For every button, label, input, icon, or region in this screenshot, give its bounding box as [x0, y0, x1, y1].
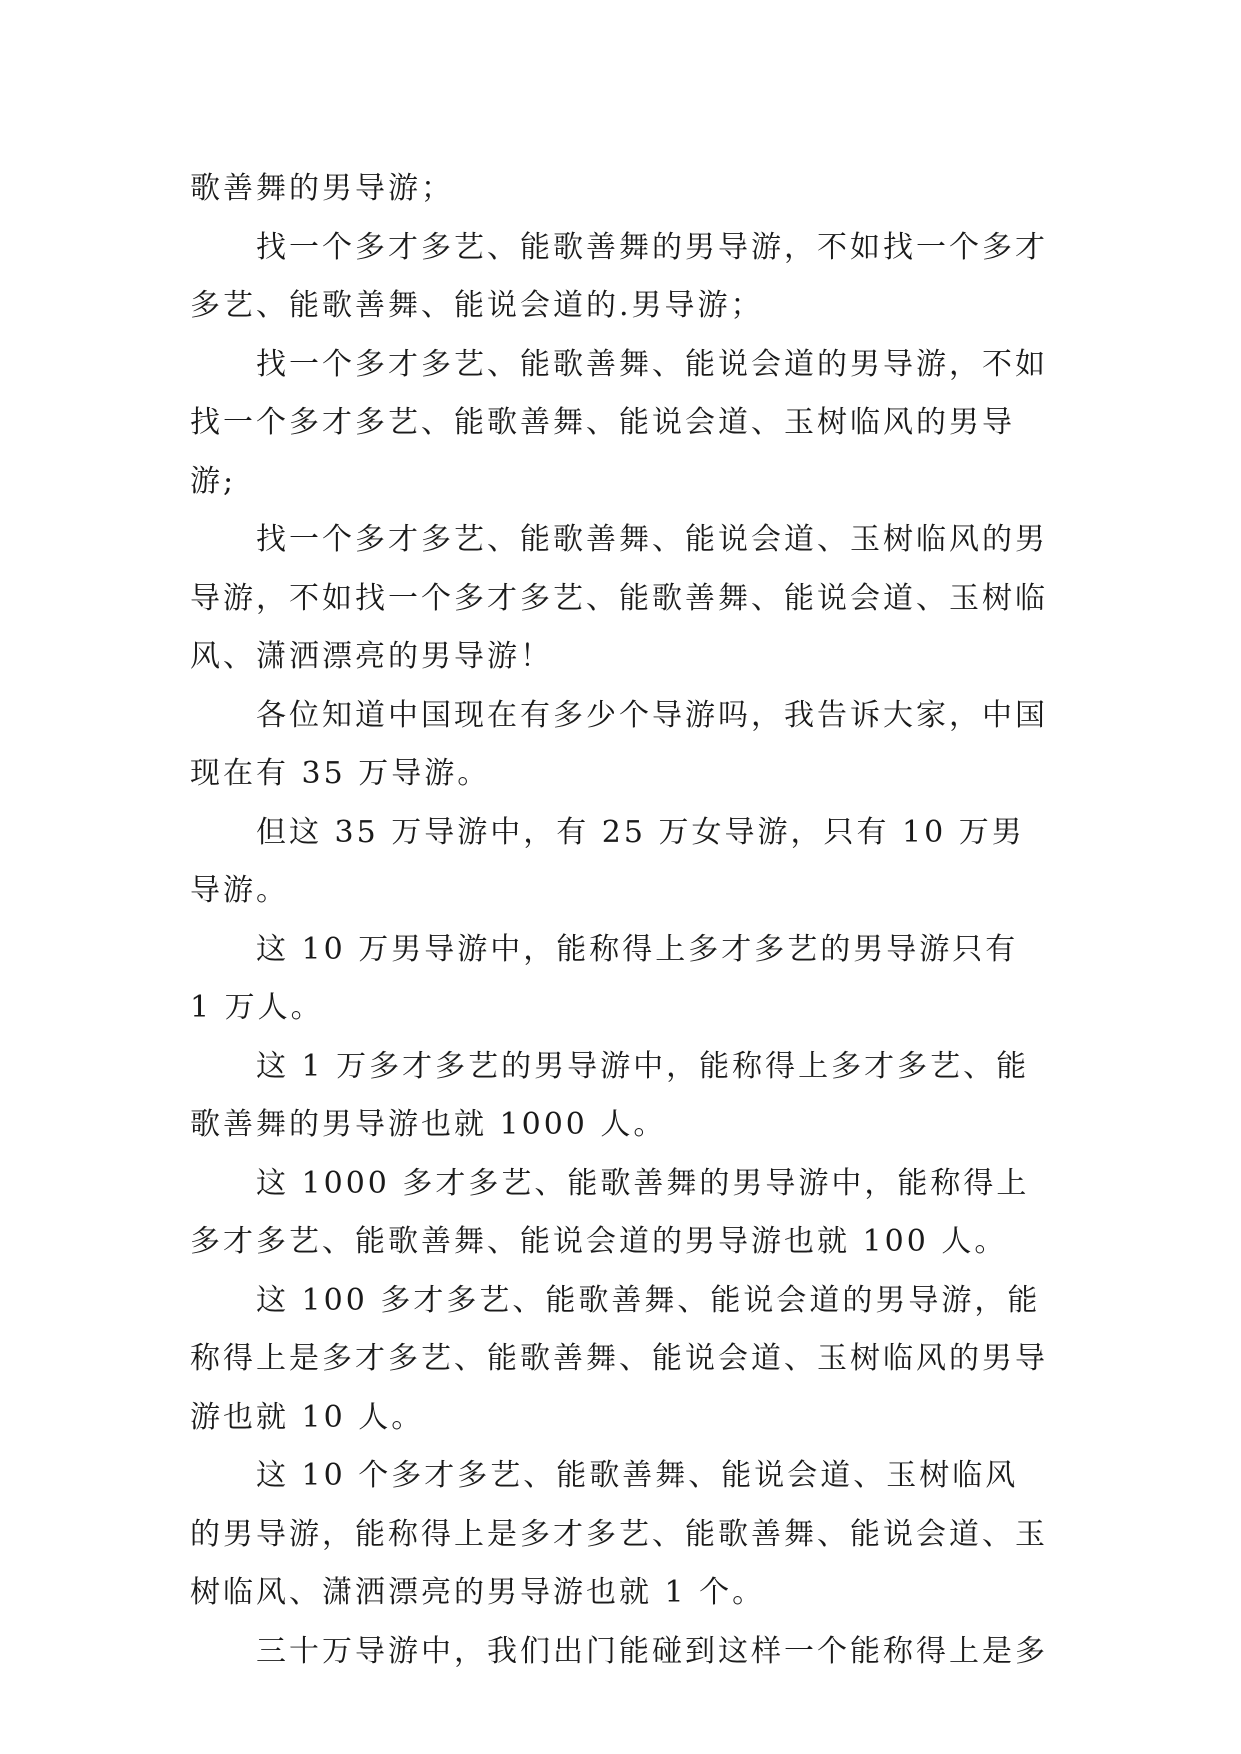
document-body	[190, 160, 1050, 1681]
paragraph-1: 歌善舞的男导游；	[190, 171, 454, 206]
paragraph-2: 找一个多才多艺、能歌善舞的男导游，不如找一个多才多艺、能歌善舞、能说会道的.男导游；	[190, 229, 1048, 323]
paragraph-5: 各位知道中国现在有多少个导游吗，我告诉大家，中国现在有 35 万导游。	[190, 697, 1048, 791]
paragraph-3: 找一个多才多艺、能歌善舞、能说会道的男导游，不如找一个多才多艺、能歌善舞、能说会道、玉树临风的男导游;	[190, 346, 1048, 499]
paragraph-7: 这 10 万男导游中，能称得上多才多艺的男导游只有 1 万人。	[190, 931, 1019, 1025]
paragraph-9: 这 1000 多才多艺、能歌善舞的男导游中，能称得上多才多艺、能歌善舞、能说会道的男导游也就 100 人。	[190, 1165, 1030, 1259]
paragraph-6: 但这 35 万导游中，有 25 万女导游，只有 10 万男导游。	[190, 814, 1025, 908]
paragraph-11: 这 10 个多才多艺、能歌善舞、能说会道、玉树临风的男导游，能称得上是多才多艺、能歌善舞、能说会道、玉树临风、潇洒漂亮的男导游也就 1 个。	[190, 1458, 1048, 1610]
paragraph-4: 找一个多才多艺、能歌善舞、能说会道、玉树临风的男导游，不如找一个多才多艺、能歌善舞、能说会道、玉树临风、潇洒漂亮的男导游！	[190, 522, 1048, 674]
paragraph-10: 这 100 多才多艺、能歌善舞、能说会道的男导游，能称得上是多才多艺、能歌善舞、能说会道、玉树临风的男导游也就 10 人。	[190, 1282, 1048, 1435]
paragraph-12: 三十万导游中，我们出门能碰到这样一个能称得上是多	[256, 1633, 1048, 1669]
paragraph-8: 这 1 万多才多艺的男导游中，能称得上多才多艺、能歌善舞的男导游也就 1000 人。	[190, 1048, 1030, 1142]
